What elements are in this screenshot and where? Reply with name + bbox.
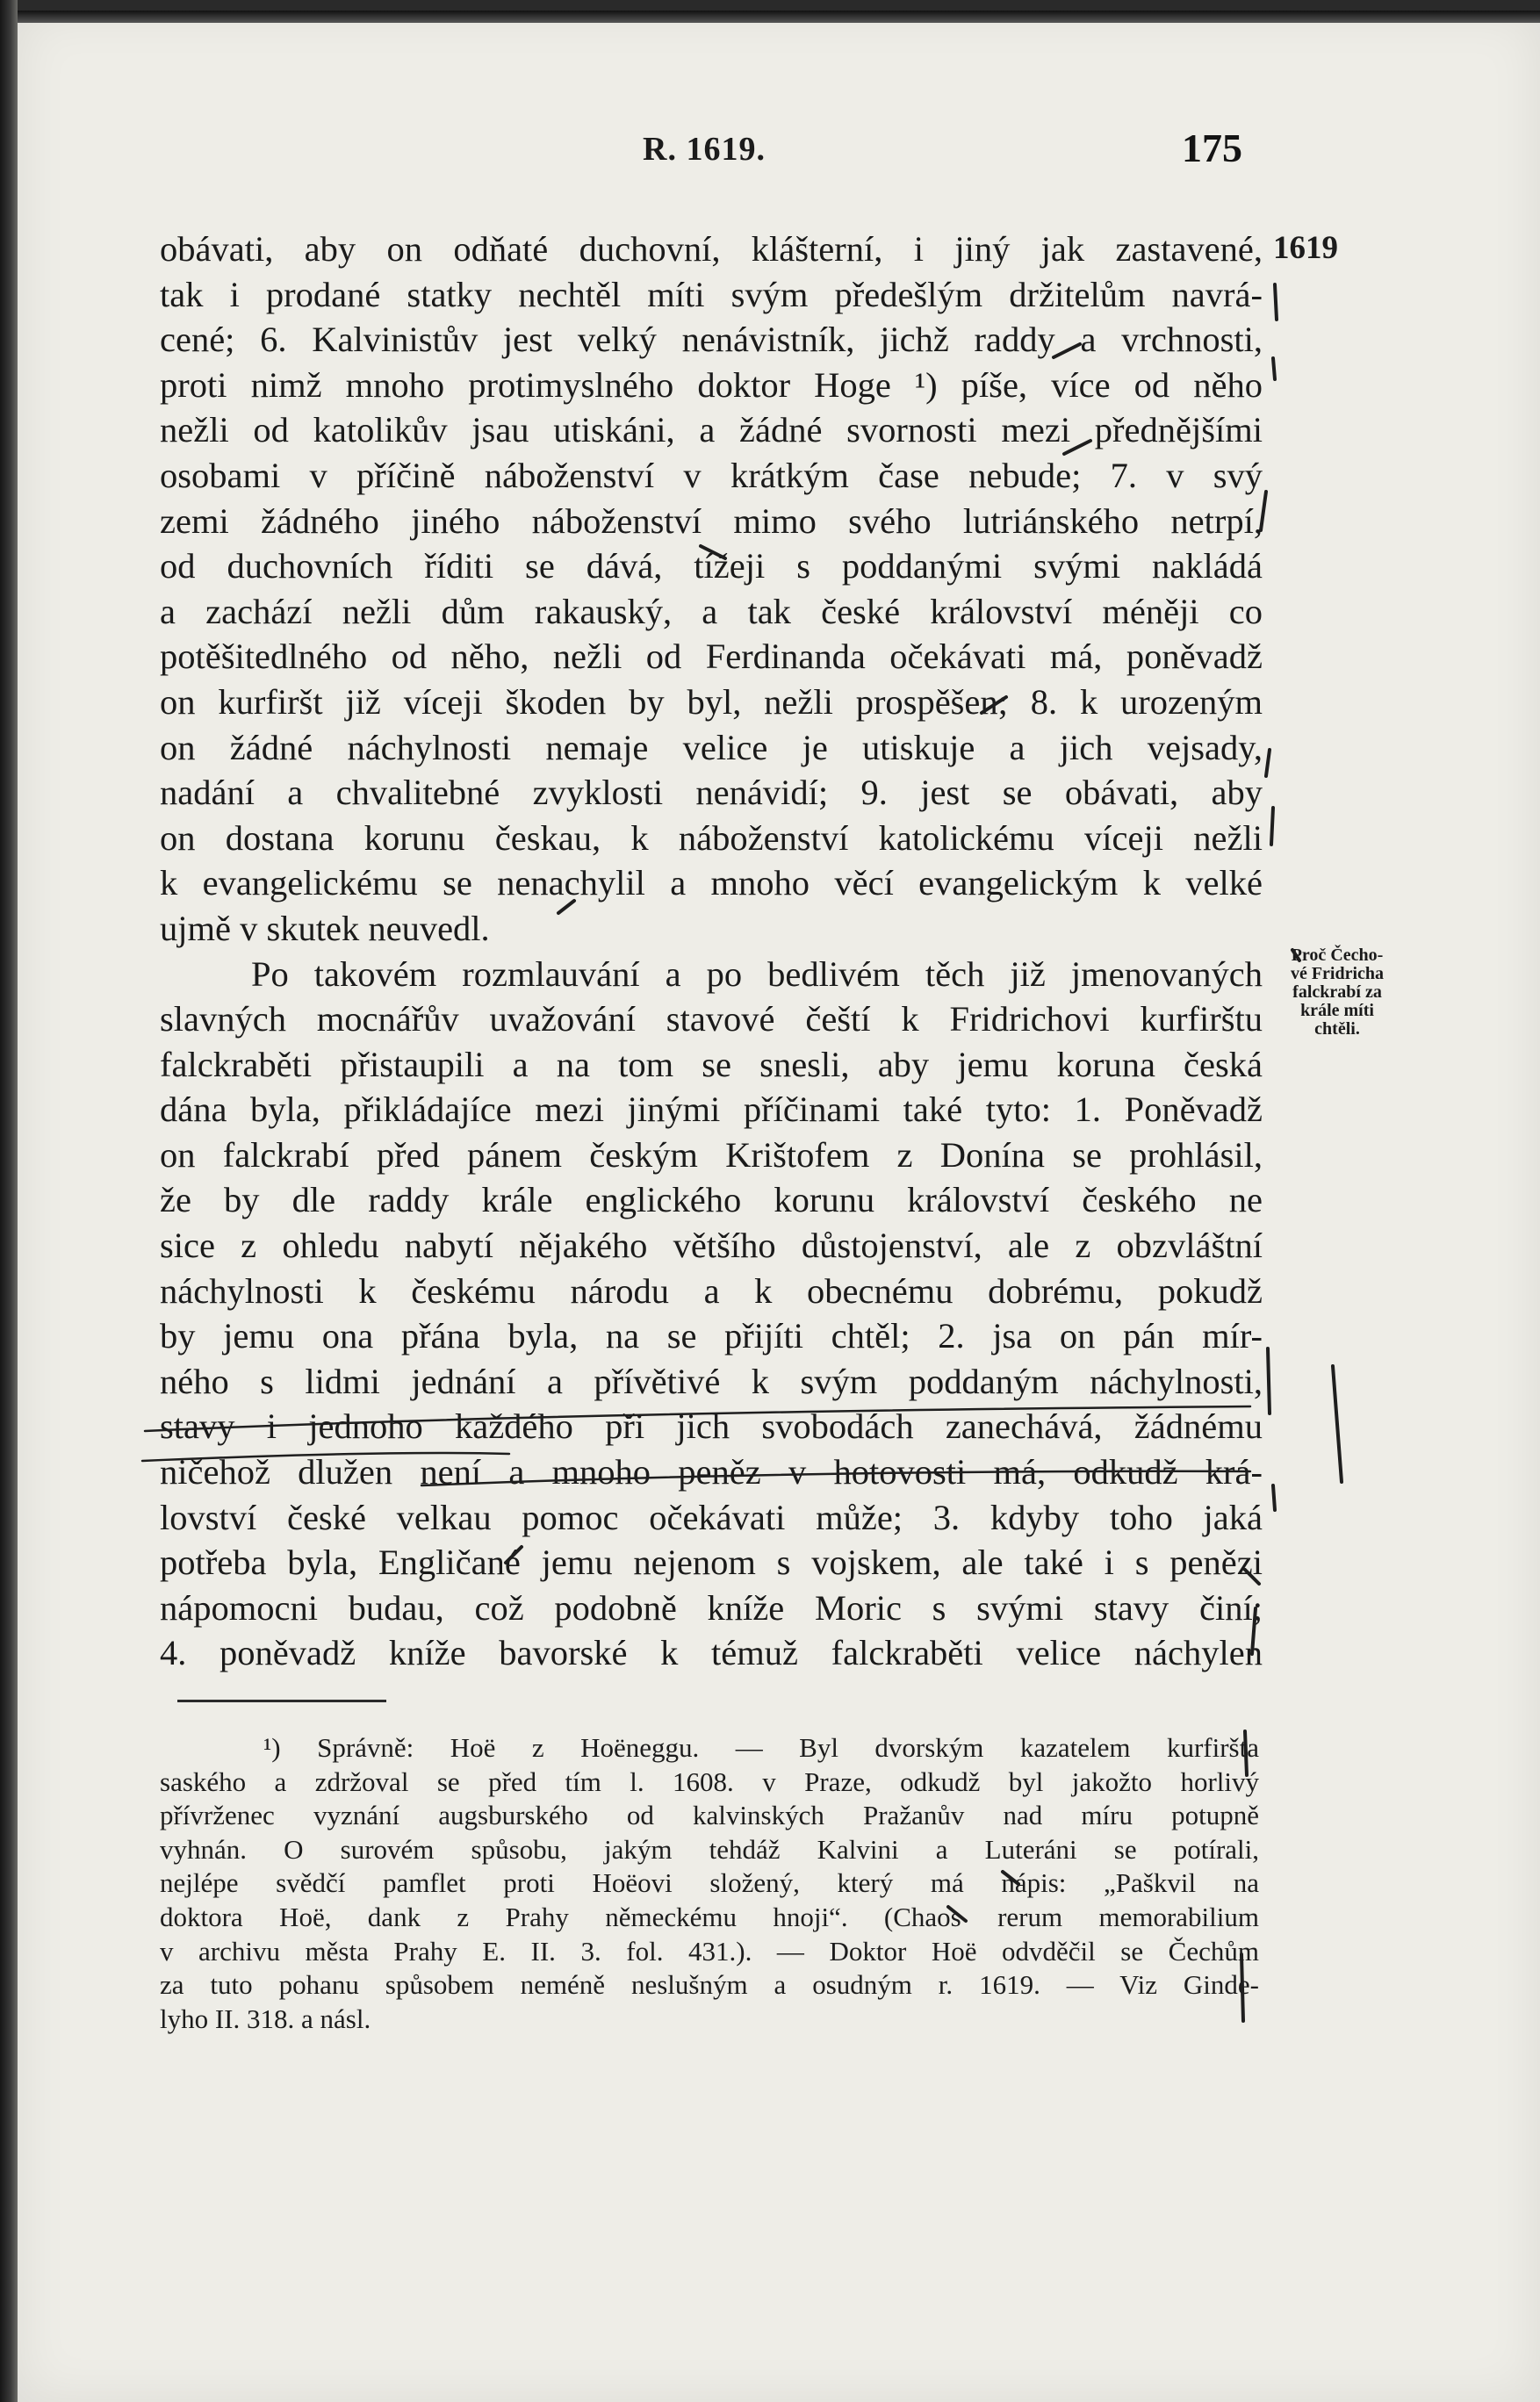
footnote-line: přívrženec vyznání augsburského od kalvinských Pražanův nad míru potupně	[160, 1800, 1259, 1831]
footnote-line: lyho II. 318. a násl.	[160, 2003, 371, 2034]
footnote	[160, 1731, 1259, 2036]
footnote-divider	[177, 1700, 386, 1702]
footnote-line: v archivu města Prahy E. II. 3. fol. 431.). — Doktor Hoë odvděčil se Čechům	[160, 1935, 1259, 1967]
main-text	[160, 227, 1263, 1676]
footnote-line: doktora Hoë, dank z Prahy německému hnoji“. (Chaos rerum memorabilium	[160, 1901, 1259, 1932]
text-line: tak i prodané statky nechtěl míti svým předešlým držitelům navrá-	[160, 274, 1263, 314]
text-line: cené; 6. Kalvinistův jest velký nenávistník, jichž raddy a vrchnosti,	[160, 320, 1263, 360]
text-line: on dostana korunu českau, k náboženství katolickému víceji nežli	[160, 817, 1263, 858]
text-line: proti nimž mnoho protimyslného doktor Hoge ¹) píše, více od něho	[160, 364, 1263, 405]
margin-pencil-mark	[1268, 1348, 1270, 1413]
text-line: by jemu ona přána byla, na se přijíti chtěl; 2. jsa on pán mír-	[160, 1316, 1263, 1356]
scan-left-edge	[0, 0, 18, 2402]
sidenote-line: falckrabí za	[1292, 982, 1382, 1002]
margin-sidenote	[1254, 946, 1421, 1039]
footnote-line: nejlépe svědčí pamflet proti Hoëovi složený, který má nápis: „Paškvil na	[160, 1867, 1259, 1899]
text-line: 4. poněvadž kníže bavorské k témuž falckraběti velice náchylen	[160, 1633, 1263, 1673]
text-line: ného s lidmi jednání a přívětivé k svým poddaným náchylnosti,	[160, 1361, 1263, 1401]
margin-pencil-mark	[1333, 1366, 1342, 1482]
text-line: lovství české velkau pomoc očekávati může; 3. kdyby toho jaká	[160, 1497, 1263, 1537]
text-line: nežli od katolikův jsau utiskáni, a žádné svornosti mezi přednějšími	[160, 410, 1263, 450]
book-page	[18, 11, 1540, 2402]
text-line: nápomocni budau, což podobně kníže Moric s svými stavy činí;	[160, 1587, 1263, 1628]
footnote-line: saského a zdržoval se před tím l. 1608. v Praze, odkudž byl jakožto horlivý	[160, 1766, 1259, 1797]
text-line: zemi žádného jiného náboženství mimo svého lutriánského netrpí,	[160, 500, 1263, 541]
footnote-line: vyhnán. O surovém spůsobu, jakým tehdáž Kalvini a Luteráni se potírali,	[160, 1833, 1259, 1865]
footnote-line: ¹) Správně: Hoë z Hoëneggu. — Byl dvorským kazatelem kurfiršta	[263, 1732, 1259, 1763]
sidenote-line: Proč Čecho-	[1291, 946, 1384, 965]
text-line: nadání a chvalitebné zvyklosti nenávidí; 9. jest se obávati, aby	[160, 773, 1263, 813]
margin-pencil-mark	[1273, 358, 1275, 379]
paragraph-start-line: Po takovém rozmlauvání a po bedlivém těch již jmenovaných	[251, 953, 1263, 994]
text-line: sice z ohledu nabytí nějakého většího důstojenství, ale z obzvláštní	[160, 1226, 1263, 1266]
text-line: dána byla, přikládajíce mezi jinými příčinami také tyto: 1. Poněvadž	[160, 1090, 1263, 1130]
sidenote-line: krále míti	[1300, 1001, 1374, 1020]
text-line: falckraběti přistaupili a na tom se snesli, aby jemu koruna česká	[160, 1044, 1263, 1084]
sidenote-line: chtěli.	[1314, 1019, 1360, 1039]
text-line: on kurfiršt již víceji škoden by byl, nežli prospěšen; 8. k urozeným	[160, 681, 1263, 722]
margin-pencil-mark	[1273, 1485, 1275, 1510]
margin-pencil-mark	[1275, 284, 1277, 320]
margin-pencil-mark	[1271, 808, 1273, 845]
text-line: on žádné náchylnosti nemaje velice je utiskuje a jich vejsady,	[160, 727, 1263, 767]
margin-pencil-mark	[1266, 750, 1270, 776]
text-line: k evangelickému se nenachylil a mnoho věcí evangelickým k velké	[160, 863, 1263, 903]
scan-top-edge	[18, 11, 1540, 23]
text-line: náchylnosti k českému národu a k obecnému dobrému, pokudž	[160, 1270, 1263, 1311]
text-line: potěšitedlného od něho, nežli od Ferdinanda očekávati má, poněvadž	[160, 636, 1263, 677]
text-line: a zachází nežli dům rakauský, a tak české království méněji co	[160, 591, 1263, 631]
page-number: 175	[1182, 126, 1242, 170]
text-line: že by dle raddy krále englického korunu království českého ne	[160, 1180, 1263, 1220]
text-line: ujmě v skutek neuvedl.	[160, 908, 490, 948]
margin-year: 1619	[1273, 230, 1338, 266]
text-line: od duchovních říditi se dává, tížeji s poddanými svými nakládá	[160, 546, 1263, 586]
text-line: osobami v příčině náboženství v krátkým čase nebude; 7. v svý	[160, 455, 1263, 495]
text-line: slavných mocnářův uvažování stavové čeští k Fridrichovi kurfirštu	[160, 999, 1263, 1039]
text-line: stavy i jednoho každého při jich svobodách zanechává, žádnému	[160, 1406, 1263, 1447]
text-line: obávati, aby on odňaté duchovní, klášterní, i jiný jak zastavené,	[160, 229, 1263, 269]
footnote-line: za tuto pohanu spůsobem neméně neslušným a osudným r. 1619. — Viz Ginde-	[160, 1969, 1259, 2001]
page-header	[18, 126, 1540, 183]
text-line: on falckrabí před pánem českým Krištofem z Donína se prohlásil,	[160, 1134, 1263, 1175]
sidenote-line: vé Fridricha	[1290, 964, 1385, 983]
text-line: potřeba byla, Engličané jemu nejenom s vojskem, ale také i s penězi	[160, 1543, 1263, 1583]
text-line: ničehož dlužen není a mnoho peněz v hotovosti má, odkudž krá-	[160, 1452, 1263, 1492]
running-head: R. 1619.	[643, 131, 766, 168]
